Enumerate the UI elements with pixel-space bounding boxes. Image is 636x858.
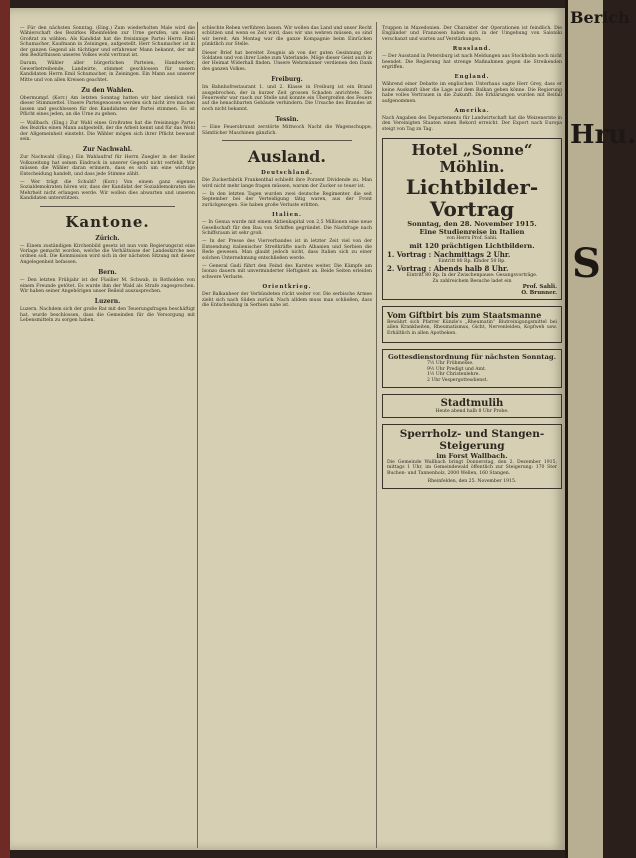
ad-auction-footer: Rheinfelden, den 25. November 1915.: [427, 479, 517, 485]
article-paragraph: Darum, Wähler aller bürgerlichen Parteien, Handwerker, Gewerbetreibende, Landwirte, stimmet geschlossen für unsern Kandidaten Herrn Emil Schumacher, in Zeiningen. Ein Mann aus unserer Mitte und von allen Kreisen geachtet.: [20, 61, 195, 83]
section-heading: Orientkrieg.: [262, 284, 312, 291]
article-paragraph: — Einem zuständigen Kirchenbild gesetz ist nun vom Regierungsrat eine Vorlage gemacht worden, welche die Verhältnisse der Landeskirche neu ordnen soll. Die Kommission wird sich in der nächsten Sitzung mit dieser Angelegenheit befassen.: [20, 243, 195, 265]
article-paragraph: — Der Ausstand in Petersburg ist nach Meldungen aus Stockholm noch nicht beendet. Die Regierung hat strenge Maßnahmen gegen die Streikenden ergriffen.: [382, 54, 562, 71]
column-rule: [197, 22, 198, 848]
ad-stadt-sub: Heute abend halb 8 Uhr Probe.: [435, 408, 509, 414]
list-item: 1½ Uhr Christenlehre.: [427, 372, 480, 378]
advertisement-remedy: [382, 306, 562, 343]
article-paragraph: Nach Angaben des Departements für Landwirtschaft hat die Weizenernte in den Vereinigten Staaten einen Rekord erreicht. Der Export nach Europa steigt von Tag zu Tag.: [382, 116, 562, 132]
list-item: 7½ Uhr Frühmesse.: [427, 361, 474, 367]
ad-signature: Prof. Sahli.: [522, 283, 557, 290]
article-paragraph: — In der Presse des Vierverbandes ist in letzter Zeit viel von der Entsendung italienischer Streitkräfte nach Albanien und Serbien die Rede gewesen. Man glaubt jedoch nicht, dass Italien sich zu einer solchen Unternehmung entschließen werde.: [202, 239, 372, 261]
adjacent-page-strip: [568, 0, 636, 858]
list-item: 9½ Uhr Predigt und Amt.: [427, 366, 487, 372]
article-paragraph: Obermumpf. (Korr.) Am letzten Sonntag hatten wir hier ziemlich viel dieser Stimmzettel. Unsere Parteigenossen werden sich nicht irre machen lassen und geschlossen für den Kandidaten der Partei stimmen. Es ist Pflicht eines jeden, an die Urne zu gehen.: [20, 96, 195, 118]
advertisement-auction: [382, 424, 562, 489]
ad-remedy-title: Vom Giftbirt bis zum Staatsmanne: [387, 309, 542, 320]
article-paragraph: Truppen in Mazedonien. Der Charakter der Operationen ist feindlich. Die Engländer und Franzosen haben sich in der Umgebung von Saloniki verschanzt und warten auf Verstärkungen.: [382, 26, 562, 42]
ad-lecture-1: 1. Vortrag : Nachmittags 2 Uhr.: [387, 249, 511, 259]
book-binding: [0, 0, 10, 858]
newspaper-page: [10, 8, 565, 850]
article-paragraph: — In Genua wurde mit einem Aktienkapital von 2,5 Millionen eine neue Gesellschaft für den Bau von Schiffen gegründet. Die Nachfrage nach Schiffsraum ist sehr groß.: [202, 220, 372, 236]
list-item: 2 Uhr Vespergottesdienst.: [427, 377, 488, 383]
divider: [222, 140, 352, 141]
article-paragraph: Dieser Brief hat bereitet Zeugnis ab von der guten Gesinnung der Soldaten und von ihrer Liebe zum Vaterlande. Möge dieser Geist auch in der Heimat Widerhall finden. Unsere Wehrmänner verdienen den Dank des ganzen Volkes.: [202, 50, 372, 72]
adjacent-page-text: S: [572, 240, 601, 287]
ad-church-title: Gottesdienstordnung für nächsten Sonntag.: [388, 353, 556, 362]
section-heading: Zürich.: [95, 234, 120, 242]
column-left: [20, 26, 195, 846]
ad-lecture-2: 2. Vortrag : Abends halb 8 Uhr.: [387, 264, 509, 274]
advertisement-lecture: [382, 138, 562, 300]
section-heading: Luzern.: [94, 298, 121, 306]
advertisement-church: [382, 349, 562, 387]
article-paragraph: Der Balkanheer der Verbündeten rückt weiter vor. Die serbische Armee zieht sich nach Süden zurück. Nach alldem muss man schließen, dass die Entscheidung in Serbien nahe ist.: [202, 292, 372, 308]
ad-invitation: Zu zahlreichem Besuche ladet ein: [432, 278, 512, 284]
ad-date: Sonntag, den 28. November 1915.: [407, 220, 537, 229]
ad-lecture-2-detail: Eintritt 80 Rp. In der Zwischenpause: Gesangsvorträge.: [406, 273, 538, 279]
ad-speaker: von Herrn Prof. Sahli.: [446, 236, 498, 242]
section-heading: Russland.: [452, 46, 492, 53]
article-paragraph: — Eine Feuersbrunst zerstörte Mittwoch Nacht die Wagenschuppe, Sämtlicher Maschinen gänzlich.: [202, 125, 372, 136]
section-heading: Italien.: [272, 212, 302, 219]
article-paragraph: — Wallbach. (Eing.) Zur Wahl eines Großrates hat die freisinnige Partei des Bezirks einen Mann aufgestellt, der die Arbeit kennt und für das Wohl der Allgemeinheit einsteht. Die Wähler mögen sich ihrer Pflicht bewusst sein.: [20, 120, 195, 142]
ad-auction-title: Sperrholz- und Stangen-Steigerung: [399, 427, 545, 452]
column-right: [382, 26, 562, 846]
adjacent-page-text: Hru.: [570, 120, 636, 150]
section-heading: Deutschland.: [261, 170, 313, 177]
section-title-ausland: Ausland.: [248, 147, 326, 167]
ad-headline: Lichtbilder-Vortrag: [405, 175, 539, 222]
ad-auction-sub: im Forst Wallbach.: [436, 451, 508, 460]
article-paragraph: Die Zuckerfabrik Frankenthal schließt ihre Porzent Dividende zu. Man wird nicht mehr lange fragen müssen, warum der Zucker so teuer ist.: [202, 178, 372, 189]
column-middle: [202, 26, 372, 846]
advertisement-stadtmusik: [382, 394, 562, 418]
ad-hotel-title: Hotel „Sonne“ Möhlin.: [411, 141, 533, 177]
article-paragraph: schlechte Reben verführen lassen. Wir wollen das Land und unser Recht schützen und wenn es Zeit wird, dass wir uns wehren müssen, so sind wir bereit. Am Montag war die ganze Kompagnie beim Einrücken pünktlich zur Stelle.: [202, 26, 372, 48]
article-paragraph: Während einer Debatte im englischen Unterhaus sagte Herr Grey, dass er keine Auskunft über die Lage auf dem Balkan geben könne. Die Regierung habe volles Vertrauen in die Zukunft. Die Erklärungen wurden mit Beifall aufgenommen.: [382, 82, 562, 104]
article-paragraph: — Wer trägt die Schuld? (Korr.) Von einem ganz eigenen Sozialdemokraten hören wir, dass der Kandidat der Sozialdemokraten die Mehrheit nicht erlangen werde. Wir wollen dies abwarten und unseren Kandidaten unterstützen.: [20, 179, 195, 202]
section-heading: Tessin.: [275, 116, 299, 124]
section-heading: England.: [454, 74, 490, 81]
article-paragraph: Im Bahnhofrestaurant 1. und 2. Klasse in Freiburg ist ein Brand ausgebrochen, der in kurzer Zeit grossen Schaden anrichtete. Die Feuerwehr war rasch zur Stelle und konnte ein Übergreifen des Feuers auf die benachbarten Gebäude verhindern. Die Ursache des Brandes ist noch nicht bekannt.: [202, 85, 372, 112]
section-heading: Bern.: [98, 269, 117, 277]
section-heading: Amerika.: [454, 108, 490, 115]
article-paragraph: — General Gadi führt den Feind des Karstes weiter. Die Kämpfe am Isonzo dauern mit unverminderter Heftigkeit an. Beide Seiten erleiden schwere Verluste.: [202, 263, 372, 280]
section-heading: Zur Nachwahl.: [82, 146, 133, 154]
ad-image-count: mit 120 prächtigen Lichtbildern.: [409, 241, 535, 250]
ad-signature: O. Brunner.: [521, 289, 557, 296]
article-paragraph: — Den letzten Frühjahr ist der Füsilier M. Schwab, in Rotholden von einem Freunde getötet. Es wurde ihm der Wald als Strafe zugesprochen. Wir haben seiner Angehörigen unser Beileid auszusprechen.: [20, 278, 195, 294]
ad-stadt-title: Stadtmulih: [440, 397, 504, 409]
ad-subtitle: Eine Studienreise in Italien: [419, 228, 525, 237]
article-paragraph: — In den letzten Tagen wurden zwei deutsche Regimenter, die seit September bei der Verteidigung tätig waren, aus der Front zurückgezogen. Sie haben große Verluste erlitten.: [202, 191, 372, 208]
section-heading: Zu den Wahlen.: [81, 87, 134, 95]
ad-auction-text: Die Gemeinde Wallbach bringt Donnerstag, den 2. Dezember 1915, mittags 1 Uhr, im Gemeindewald öffentlich zur Steigerung: 170 Ster Buchen- und Tannenholz, 2000 Wellen, 160 Stangen.: [387, 459, 557, 476]
column-rule: [376, 22, 377, 848]
section-title-kantone: Kantone.: [65, 212, 150, 231]
section-heading: Freiburg.: [271, 76, 303, 84]
article-paragraph: Zur Nachwahl (Eing.) Ein Wahlaufruf für Herrn Zuegler in der Basler Volkszeitung hat seinen Eindruck in unserer Gegend nicht verfehlt. Wir müssen die Wähler daran erinnern, dass es sich um eine wichtige Entscheidung handelt, und dass jede Stimme zählt.: [20, 155, 195, 177]
adjacent-page-text: Berich: [570, 8, 630, 27]
divider: [40, 206, 175, 207]
article-paragraph: — Für den nächsten Sonntag. (Eing.) Zum wiederholten Male wird die Wählerschaft des Bezirkes Rheinfelden zur Urne gerufen, um einen Großrat zu wählen. Als Kandidat hat die freisinnige Partei Herrn Emil Schumacher, Kaufmann in Zeiningen, aufgestellt. Herr Schumacher ist in der ganzen Gegend als tüchtiger und erfahrener Mann bekannt, der mit den Bedürfnissen unseres Volkes wohl vertraut ist.: [20, 26, 195, 59]
ad-remedy-text: Bewährt sich Pfarrer Künzle's „Rheumatin“ Blutreinigungsmittel bei allen Krankheiten, Rheumatismus, Gicht, Nervenleiden, Kopfweh usw. Erhältlich in allen Apotheken.: [387, 319, 557, 336]
article-paragraph: Luzern. Nachdem sich der große Rat mit den Teuerungsfragen beschäftigt hat, wurde beschlossen, dass die Gemeinden für die Versorgung mit Lebensmitteln zu sorgen haben.: [20, 307, 195, 324]
ad-lecture-1-detail: Eintritt 80 Rp. Kinder 50 Rp.: [438, 258, 506, 264]
